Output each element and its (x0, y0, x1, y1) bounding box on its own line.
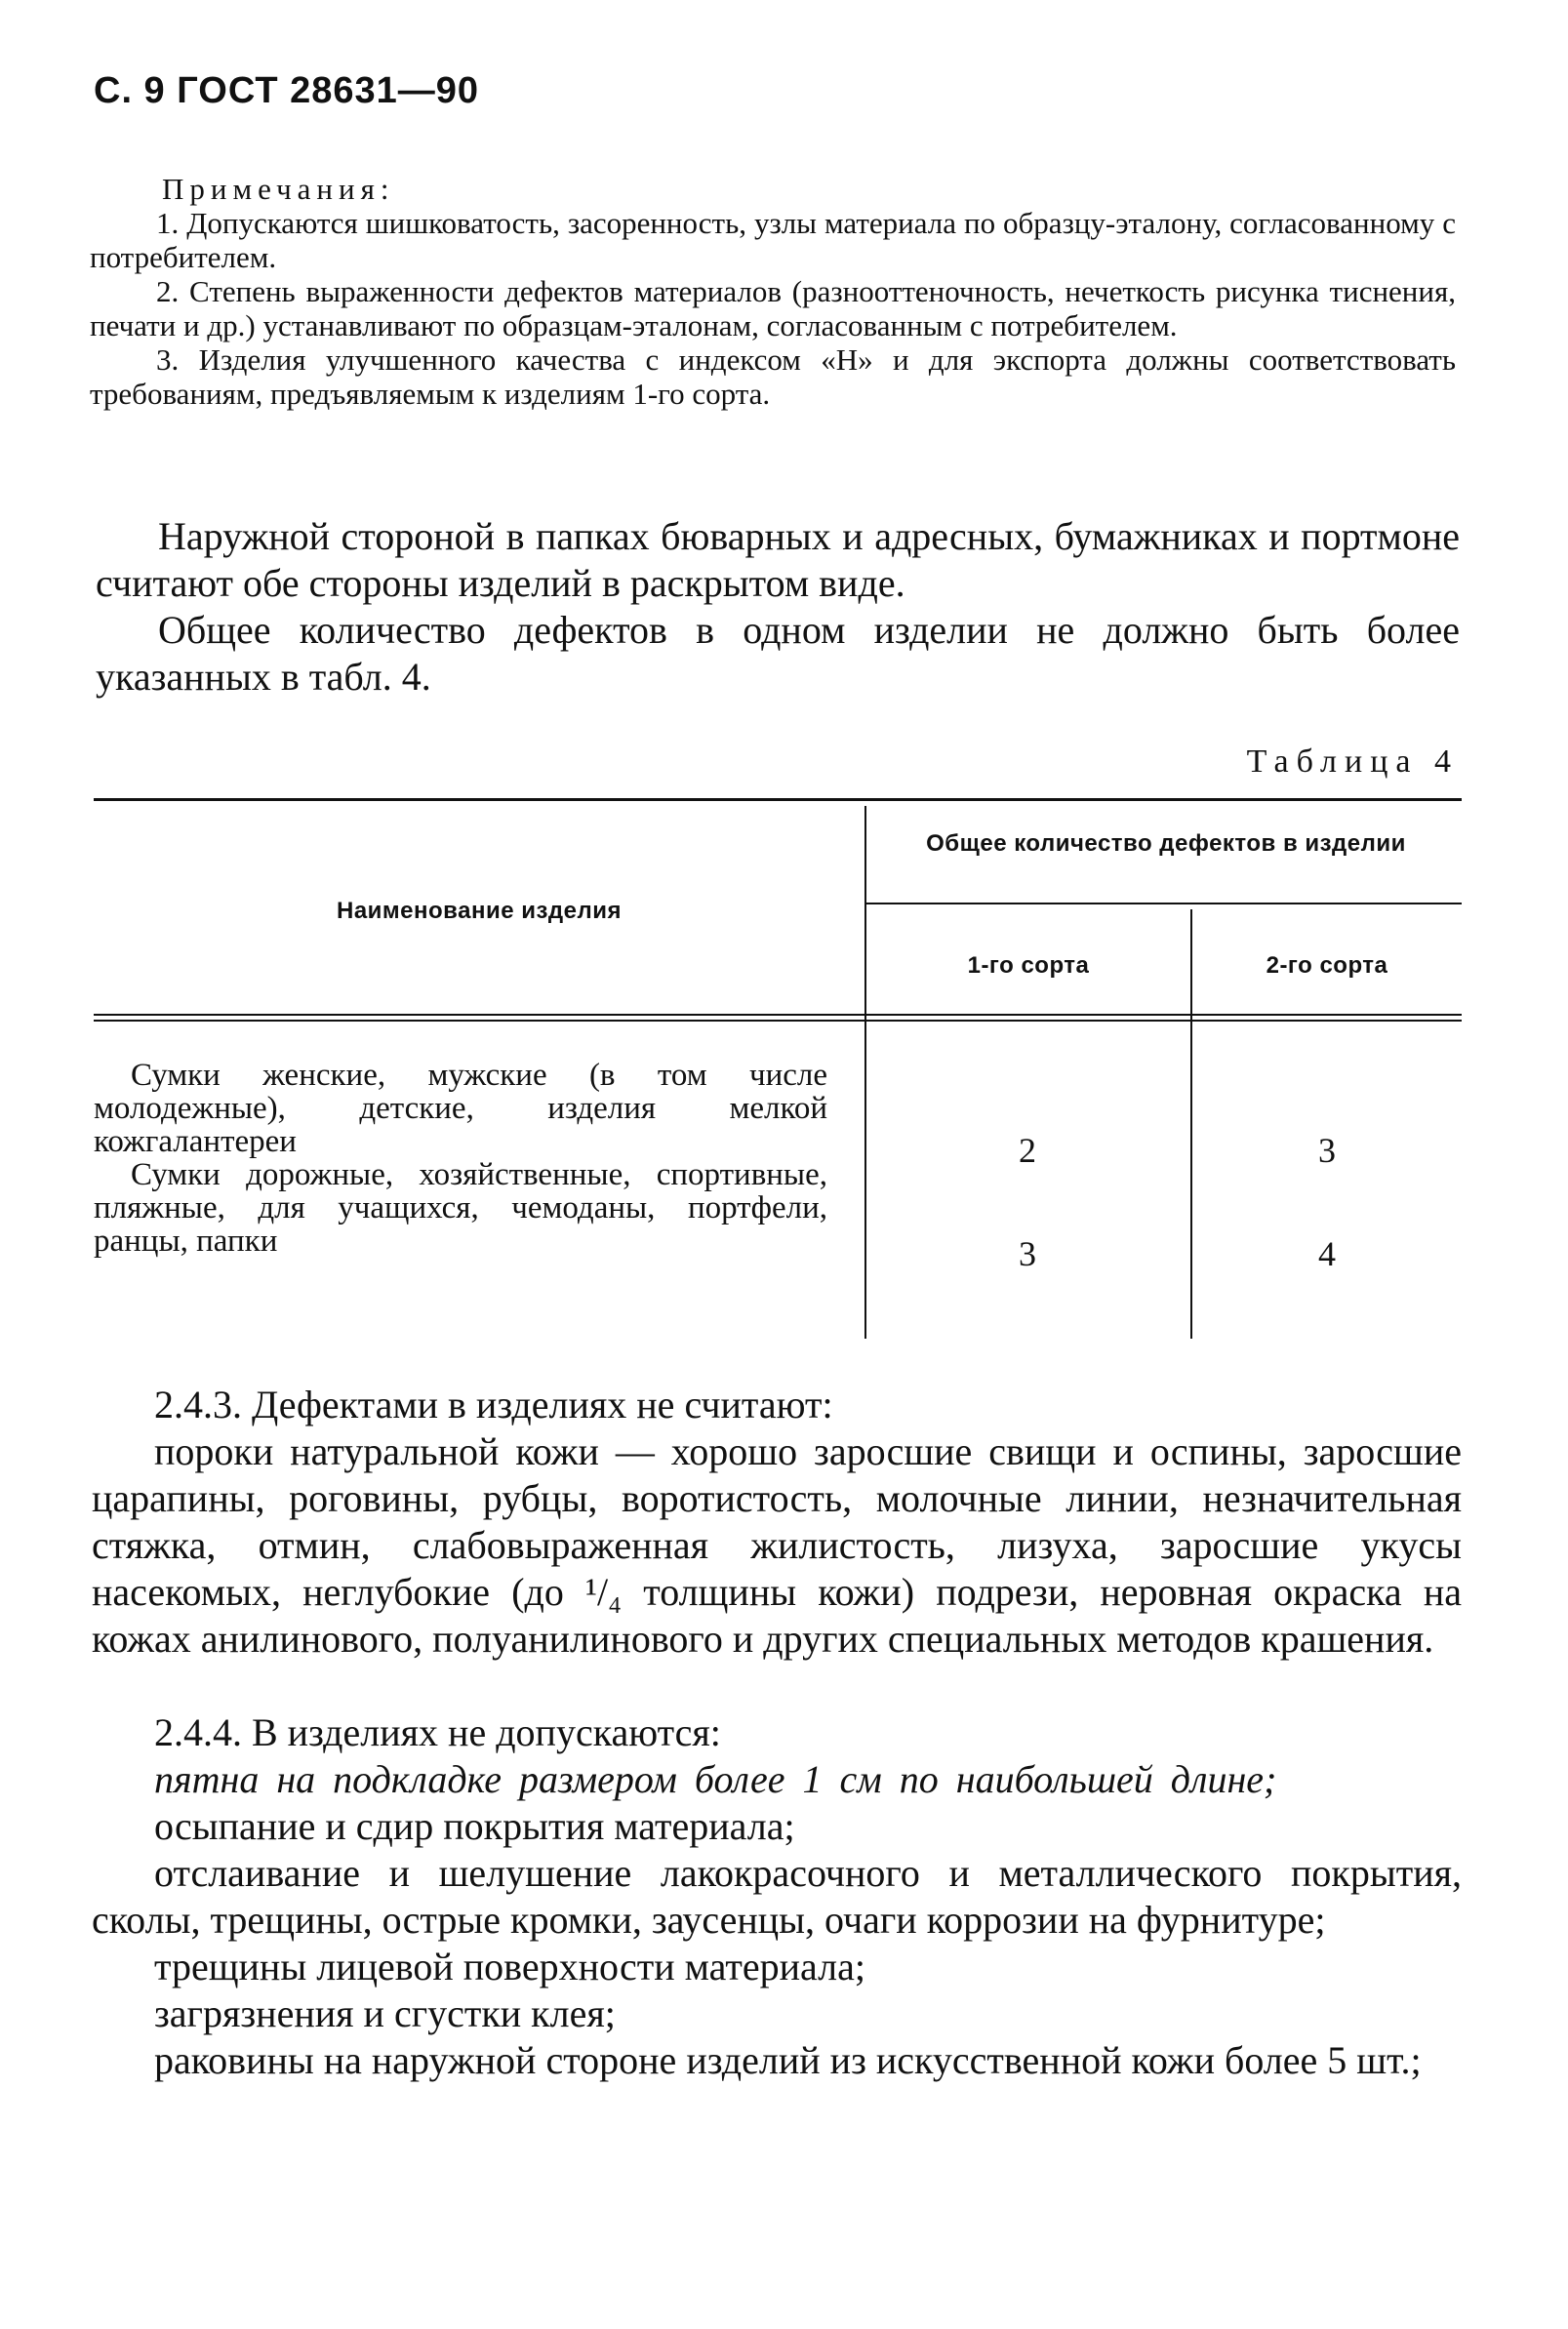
table-row-2-first: 3 (1019, 1234, 1036, 1273)
defect-item-2: осыпание и сдир покрытия материала; (154, 1804, 795, 1848)
defect-item-1-text: пятна на подкладке размером более 1 см по наибольшей длине; (154, 1757, 1277, 1801)
section-2-4-4 (92, 1709, 1462, 2084)
intro-block (96, 513, 1460, 701)
table-group-rule (864, 903, 1462, 904)
table-top-rule (94, 798, 1462, 801)
defect-item-1 (92, 1756, 1462, 1803)
group-header: Общее количество дефектов в изделии (926, 830, 1406, 857)
section-2-4-3 (92, 1382, 1462, 1663)
notes-block (90, 172, 1456, 411)
table-row-1-name: Сумки женские, мужские (в том числе молодежные), детские, изделия мелкой кожгалантереи (94, 1058, 827, 1159)
note-2: 2. Степень выраженности дефектов материалов (разнооттеночность, нечеткость рисунка тиснения, печати и др.) устанавливают по образцам-эталонам, согласованным с потребителем. (90, 274, 1456, 342)
table-header-rule-2 (94, 1020, 1462, 1022)
intro-paragraph-1: Наружной стороной в папках бюварных и адресных, бумажниках и портмоне считают обе стороны изделий в раскрытом виде. (96, 514, 1460, 605)
defect-item-4: трещины лицевой поверхности материала; (154, 1945, 865, 1988)
section-2-4-3-heading: 2.4.3. Дефектами в изделиях не считают: (154, 1383, 833, 1426)
table-header-rule-1 (94, 1014, 1462, 1016)
defect-item-5: загрязнения и сгустки клея; (154, 1991, 616, 2035)
defect-item-3: отслаивание и шелушение лакокрасочного и металлического покрытия, сколы, трещины, острые кромки, заусенцы, очаги коррозии на фурнитуре; (92, 1851, 1462, 1942)
sub-header-first-grade: 1-го сорта (967, 952, 1090, 979)
note-1: 1. Допускаются шишковатость, засоренность, узлы материала по образцу-эталону, согласованному с потребителем. (90, 206, 1456, 274)
table-row-1-second: 3 (1318, 1131, 1336, 1170)
section-2-4-4-heading: 2.4.4. В изделиях не допускаются: (154, 1710, 721, 1754)
sub-header-second-grade: 2-го сорта (1266, 952, 1388, 979)
table-row-2-second: 4 (1318, 1234, 1336, 1273)
table-caption: Таблица 4 (1246, 743, 1459, 780)
defect-item-6: раковины на наружной стороне изделий из искусственной кожи более 5 шт.; (154, 2038, 1422, 2082)
note-3: 3. Изделия улучшенного качества с индексом «Н» и для экспорта должны соответствовать требованиям, предъявляемым к изделиям 1-го сорта. (90, 342, 1456, 411)
col-name-header: Наименование изделия (336, 898, 622, 924)
table-row-1-first: 2 (1019, 1131, 1036, 1170)
section-2-4-3-text: пороки натуральной кожи — хорошо заросшие свищи и оспины, заросшие царапины, роговины, рубцы, воротистость, молочные линии, незначительная стяжка, отмин, слабовыраженная жилистость, лизуха, заросшие укусы насекомых, неглубокие (до ¹/₄ толщины кожи) подрези, неровная окраска на кожах анилинового, полуанилинового и других специальных методов крашения. (92, 1429, 1462, 1661)
notes-title: Примечания: (162, 172, 395, 206)
page-header: С. 9 ГОСТ 28631—90 (94, 70, 480, 111)
intro-paragraph-2: Общее количество дефектов в одном изделии не должно быть более указанных в табл. 4. (96, 608, 1460, 699)
table-vline-1 (864, 806, 866, 1339)
table-row-2-name: Сумки дорожные, хозяйственные, спортивные, пляжные, для учащихся, чемоданы, портфели, ранцы, папки (94, 1157, 827, 1259)
